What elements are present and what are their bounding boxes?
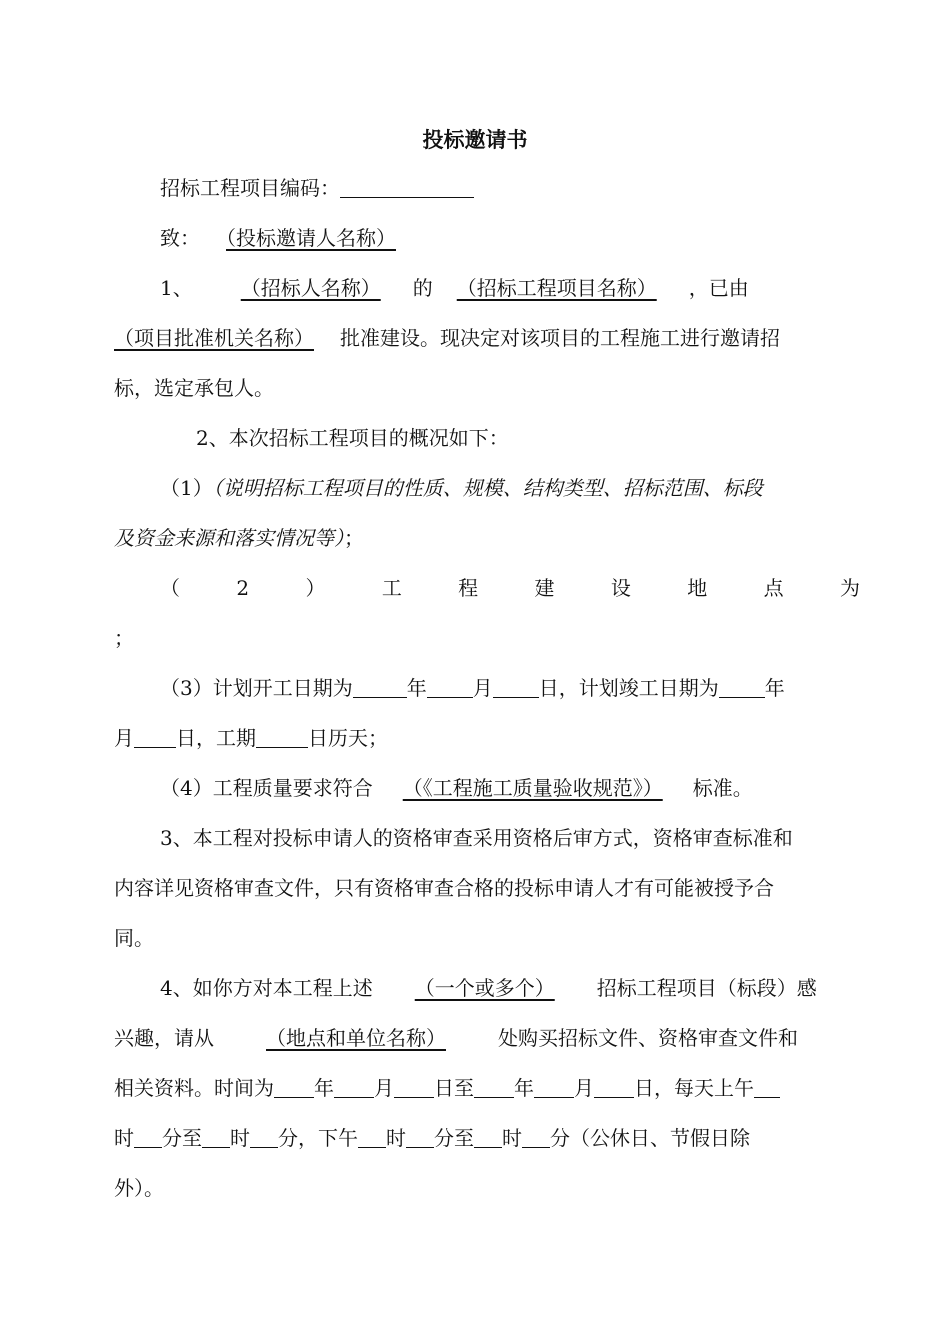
p4-start: 4、如你方对本工程上述 xyxy=(160,976,373,1000)
item-2-char: 建 xyxy=(534,576,555,600)
date-blank xyxy=(394,1075,434,1098)
year-label: 年 xyxy=(406,676,427,700)
hour-label: 时 xyxy=(114,1126,134,1150)
time-label: 相关资料。时间为 xyxy=(114,1076,274,1100)
item-4-line xyxy=(160,773,753,803)
item-2-char: 为 xyxy=(839,576,860,600)
paragraph-4-line-2 xyxy=(114,1023,798,1053)
p1-number: 1、 xyxy=(160,276,193,300)
recipient-line xyxy=(160,223,406,253)
project-name: （招标工程项目名称） xyxy=(456,276,657,300)
time-blank xyxy=(358,1125,386,1148)
item-1-description-2: 及资金来源和落实情况等） xyxy=(114,526,344,550)
item-3-line-1 xyxy=(160,673,785,703)
item-1-line-2 xyxy=(114,523,364,553)
time-blank xyxy=(522,1125,550,1148)
paragraph-3-line-3: 同。 xyxy=(114,926,154,950)
item-3-start-label: （3）计划开工日期为 xyxy=(160,676,353,700)
time-blank xyxy=(406,1125,434,1148)
time-blank xyxy=(202,1125,230,1148)
item-1-end: ； xyxy=(344,526,364,550)
minute-to-label: 分至 xyxy=(434,1126,474,1150)
paragraph-4-line-5: 外）。 xyxy=(114,1176,164,1200)
year-label: 年 xyxy=(514,1076,534,1100)
start-month-blank xyxy=(427,675,473,698)
item-2-char: 工 xyxy=(381,576,402,600)
paragraph-2-heading: 2、本次招标工程项目的概况如下： xyxy=(196,426,509,450)
p4-line2-end: 处购买招标文件、资格审查文件和 xyxy=(498,1026,798,1050)
month-label: 月 xyxy=(574,1076,594,1100)
section-count: （一个或多个） xyxy=(414,976,555,1000)
p4-line2-start: 兴趣，请从 xyxy=(114,1026,214,1050)
duration-blank xyxy=(256,725,308,748)
item-1-description-1: （说明招标工程项目的性质、规模、结构类型、招标范围、标段 xyxy=(212,476,763,500)
minute-to-label: 分至 xyxy=(162,1126,202,1150)
month-label: 月 xyxy=(472,676,493,700)
start-day-blank xyxy=(493,675,539,698)
paragraph-4-line-3 xyxy=(114,1073,780,1103)
hour-label: 时 xyxy=(386,1126,406,1150)
end-day-blank xyxy=(134,725,176,748)
paragraph-1-line-1 xyxy=(160,273,749,303)
date-blank xyxy=(594,1075,634,1098)
item-1-line-1 xyxy=(160,473,763,503)
item-4-label: （4）工程质量要求符合 xyxy=(160,776,373,800)
paragraph-3-line-2: 内容详见资格审查文件，只有资格审查合格的投标申请人才有可能被授予合 xyxy=(114,876,774,900)
month-label: 月 xyxy=(114,726,134,750)
year-label: 年 xyxy=(764,676,785,700)
item-2-char: 地 xyxy=(687,576,708,600)
time-blank xyxy=(134,1125,162,1148)
paragraph-1-line-3: 标，选定承包人。 xyxy=(114,376,274,400)
time-blank xyxy=(474,1125,502,1148)
to-label: 日至 xyxy=(434,1076,474,1100)
time-blank xyxy=(754,1075,780,1098)
item-4-end: 标准。 xyxy=(692,776,753,800)
item-2-char: 点 xyxy=(763,576,784,600)
p1-line2-rest: 批准建设。现决定对该项目的工程施工进行邀请招 xyxy=(340,326,780,350)
morning-label: 日，每天上午 xyxy=(634,1076,754,1100)
paragraph-1-line-2 xyxy=(114,323,780,353)
document-title: 投标邀请书 xyxy=(422,128,528,152)
month-label: 月 xyxy=(374,1076,394,1100)
holiday-note: 分（公休日、节假日除 xyxy=(550,1126,750,1150)
date-blank xyxy=(534,1075,574,1098)
p1-yiyou: ，已由 xyxy=(688,276,749,300)
year-label: 年 xyxy=(314,1076,334,1100)
time-blank xyxy=(250,1125,278,1148)
quality-standard: （《工程施工质量验收规范》） xyxy=(402,776,663,800)
calendar-days-label: 日历天； xyxy=(308,726,388,750)
paragraph-3-line-1: 3、本工程对投标申请人的资格审查采用资格后审方式，资格审查标准和 xyxy=(160,826,793,850)
hour-label: 时 xyxy=(502,1126,522,1150)
item-3-line-2 xyxy=(114,723,388,753)
recipient-name: （投标邀请人名称） xyxy=(226,226,396,250)
item-2-line xyxy=(160,573,860,603)
recipient-label: 致： xyxy=(160,226,200,250)
item-2-char: 程 xyxy=(458,576,479,600)
approval-authority: （项目批准机关名称） xyxy=(114,326,314,350)
item-2-char: ） xyxy=(305,576,326,600)
item-2-char: 设 xyxy=(610,576,631,600)
date-blank xyxy=(334,1075,374,1098)
project-code-blank xyxy=(340,175,474,198)
project-code-line xyxy=(160,173,474,203)
p1-de: 的 xyxy=(412,276,433,300)
date-blank xyxy=(274,1075,314,1098)
end-year-blank xyxy=(719,675,765,698)
item-3-end-label: 日，计划竣工日期为 xyxy=(538,676,719,700)
item-2-char: 2 xyxy=(236,576,250,600)
tenderer-name: （招标人名称） xyxy=(240,276,381,300)
paragraph-4-line-1 xyxy=(160,973,817,1003)
paragraph-4-line-4 xyxy=(114,1123,750,1153)
afternoon-label: 分，下午 xyxy=(278,1126,358,1150)
p4-line1-end: 招标工程项目（标段）感 xyxy=(596,976,817,1000)
date-blank xyxy=(474,1075,514,1098)
project-code-label: 招标工程项目编码： xyxy=(160,176,340,200)
item-2-char: （ xyxy=(160,576,180,600)
purchase-place: （地点和单位名称） xyxy=(266,1026,446,1050)
start-year-blank xyxy=(353,675,407,698)
item-2-end: ； xyxy=(114,626,134,650)
hour-label: 时 xyxy=(230,1126,250,1150)
item-1-number: （1） xyxy=(160,476,213,500)
item-3-duration-label: 日，工期 xyxy=(176,726,256,750)
